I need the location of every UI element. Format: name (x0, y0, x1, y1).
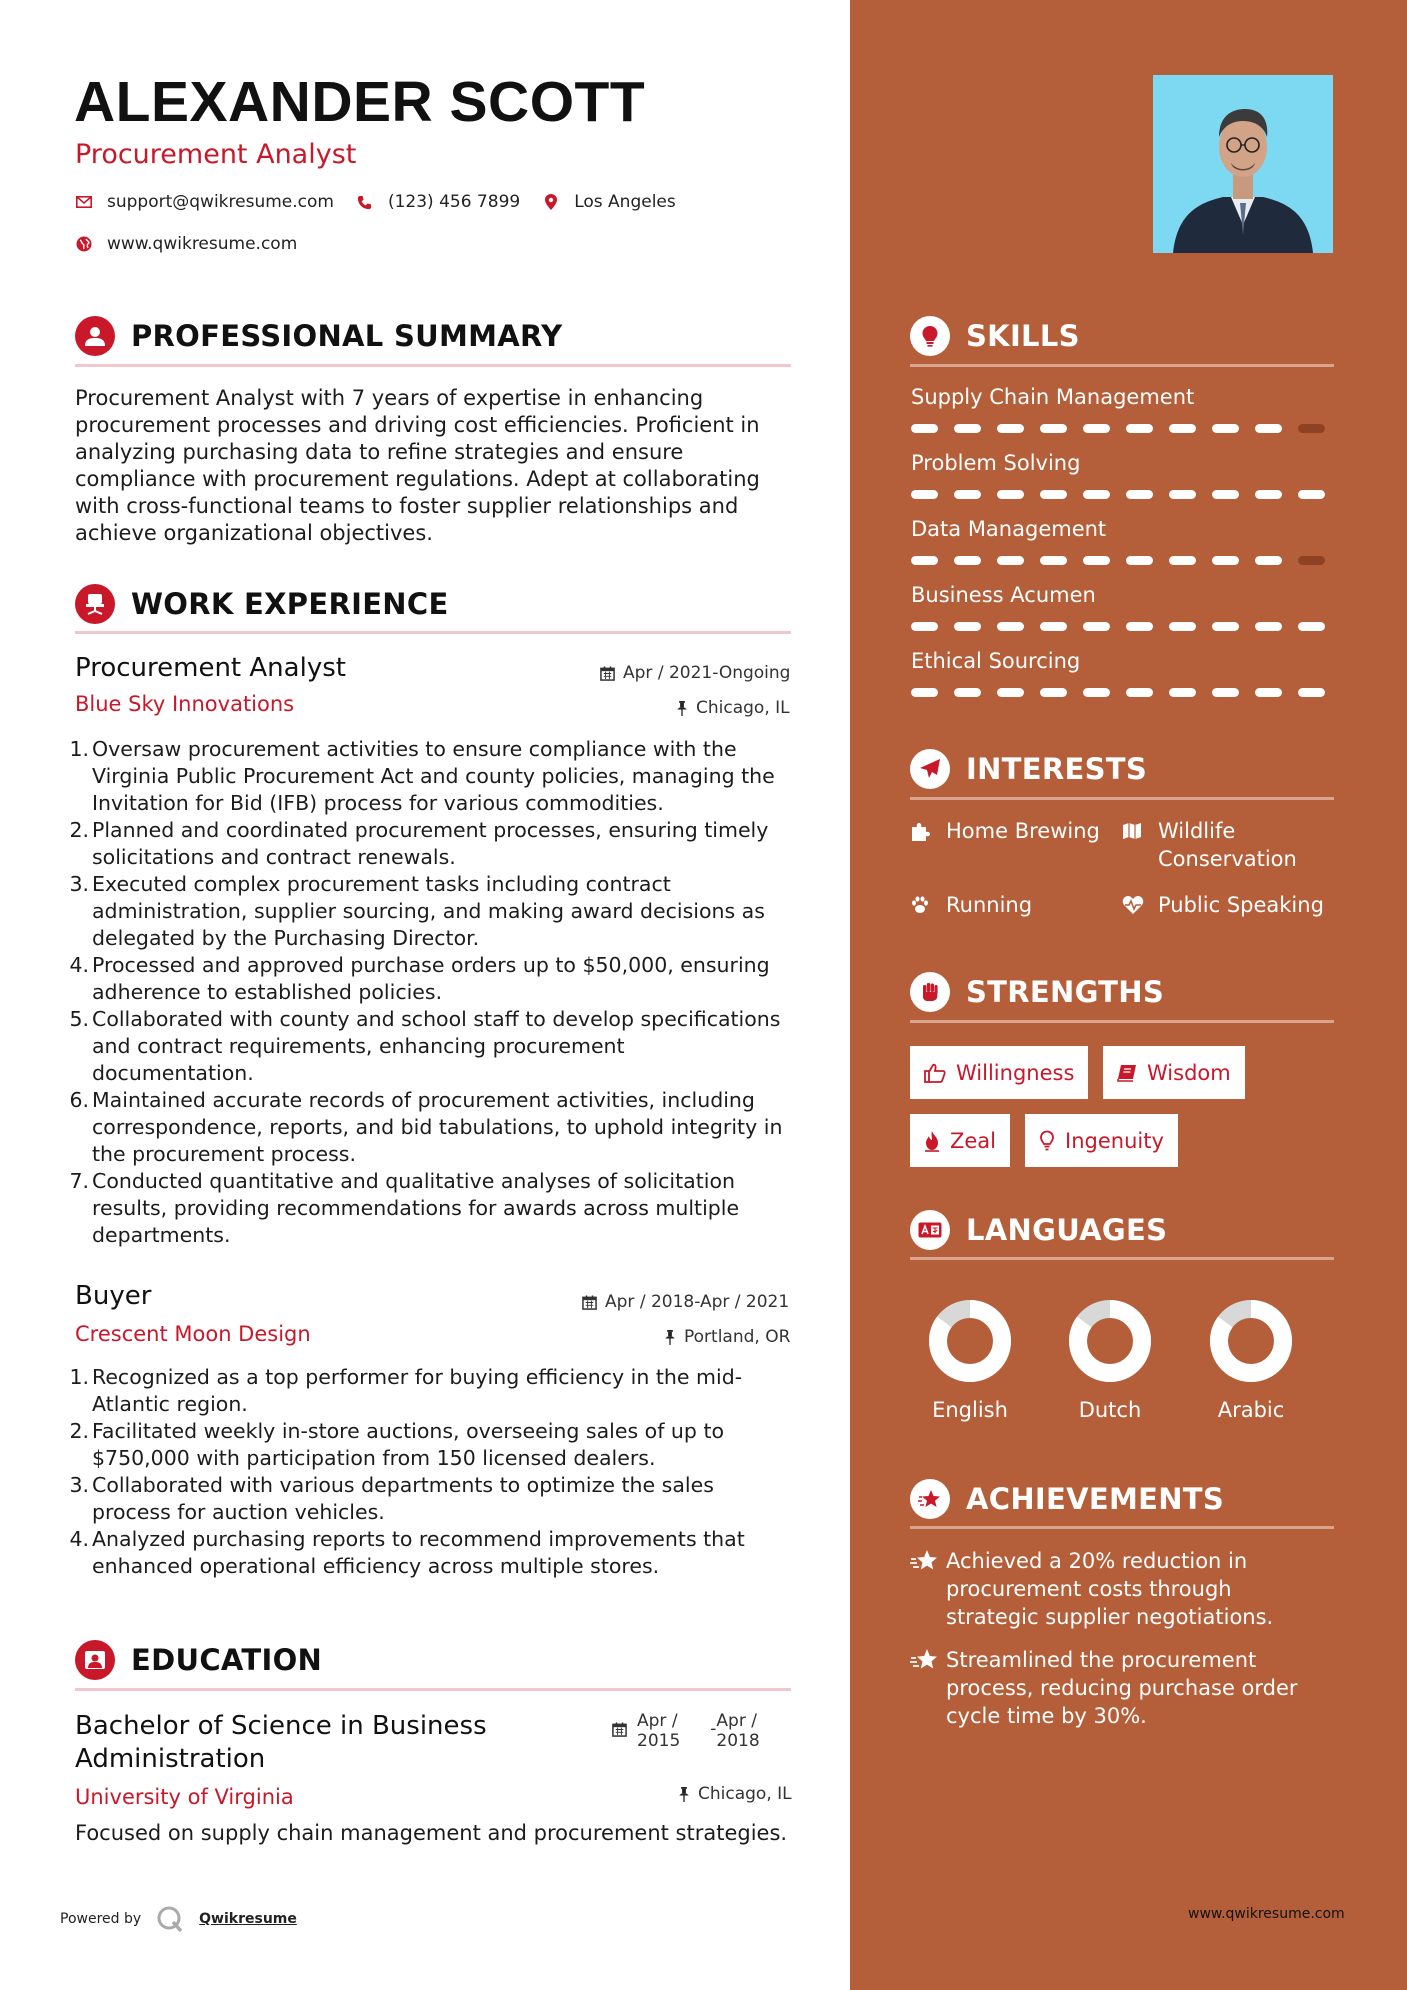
graduate-icon (75, 1640, 115, 1680)
star-icon (910, 1547, 946, 1631)
skill-segment (911, 622, 938, 631)
job-responsibilities (68, 736, 792, 1249)
skill-segment (1169, 556, 1196, 565)
contact-website[interactable]: www.qwikresume.com (107, 234, 298, 254)
skill-segment (1169, 622, 1196, 631)
skill-segment (997, 490, 1024, 499)
skill-segment (997, 622, 1024, 631)
heartbeat-icon (1122, 891, 1146, 919)
strengths-heading: STRENGTHS (910, 972, 1334, 1012)
calendar-icon (600, 666, 615, 681)
pin-icon (678, 1787, 690, 1802)
language-proficiency-ring (1206, 1296, 1296, 1386)
candidate-role: Procurement Analyst (75, 139, 357, 170)
skill-segment (1255, 490, 1282, 499)
skill-segment (1212, 424, 1239, 433)
skill-segment (1126, 622, 1153, 631)
job-location: Chicago, IL (676, 698, 790, 718)
job-location: Portland, OR (664, 1327, 790, 1347)
skill-segment (1212, 556, 1239, 565)
profile-photo (1153, 75, 1333, 253)
strengths-rule (910, 1020, 1334, 1023)
language-proficiency-ring (925, 1296, 1015, 1386)
skill-segment (997, 556, 1024, 565)
skill-segment (997, 688, 1024, 697)
skill-segment (1126, 556, 1153, 565)
pin-icon (676, 701, 688, 716)
fist-icon (910, 972, 950, 1012)
skill-segment (1126, 688, 1153, 697)
strength-badge: Zeal (910, 1114, 1010, 1167)
contact-email[interactable]: support@qwikresume.com (107, 192, 334, 212)
map-icon (1122, 817, 1146, 845)
skill-segment (1298, 424, 1325, 433)
skill-segment (911, 424, 938, 433)
education-rule (75, 1688, 791, 1691)
skill-level-bar (911, 622, 1341, 631)
paper-plane-icon (910, 749, 950, 789)
list-item: 1. Oversaw procurement activities to ensure compliance with the Virginia Public Procurement Act and county policies, managing the Invitation for Bid (IFB) process for various commodities. (69, 737, 775, 815)
skill-segment (1298, 490, 1325, 499)
skill-segment (954, 490, 981, 499)
skill-name: Business Acumen (911, 583, 1096, 607)
achievements-heading: ACHIEVEMENTS (910, 1479, 1334, 1519)
list-item: 4. Analyzed purchasing reports to recommend improvements that enhanced operational efficiency across multiple stores. (69, 1527, 745, 1578)
skill-level-bar (911, 490, 1341, 499)
skill-segment (997, 424, 1024, 433)
job-company: Blue Sky Innovations (75, 692, 295, 716)
interest-item: Running (910, 891, 1032, 919)
degree-title: Bachelor of Science in Business Administration (75, 1711, 487, 1774)
envelope-icon (75, 193, 93, 211)
skill-segment (1255, 688, 1282, 697)
skill-level-bar (911, 424, 1341, 433)
language-proficiency-ring (1065, 1296, 1155, 1386)
skill-segment (1212, 490, 1239, 499)
list-item: 5. Collaborated with county and school staff to develop specifications and contract requirements, enhancing procurement documentation. (69, 1007, 781, 1085)
interest-item: Wildlife Conservation (1122, 817, 1297, 873)
skill-name: Ethical Sourcing (911, 649, 1081, 673)
skill-segment (1126, 490, 1153, 499)
interest-item: Public Speaking (1122, 891, 1324, 919)
skill-level-bar (911, 556, 1341, 565)
job-company: Crescent Moon Design (75, 1322, 311, 1346)
puzzle-icon (910, 817, 934, 845)
skill-segment (1212, 622, 1239, 631)
skill-segment (954, 622, 981, 631)
calendar-icon (582, 1295, 597, 1310)
phone-icon (356, 193, 374, 211)
skill-segment (1040, 622, 1067, 631)
skill-segment (1255, 622, 1282, 631)
job-dates: Apr / 2021-Ongoing (600, 663, 790, 683)
list-item: 3. Collaborated with various departments to optimize the sales process for auction vehicles. (69, 1473, 714, 1524)
job-responsibilities (68, 1364, 792, 1580)
skill-segment (1126, 424, 1153, 433)
skill-segment (1083, 688, 1110, 697)
strength-badge: Wisdom (1103, 1046, 1245, 1099)
contact-location: Los Angeles (574, 192, 676, 212)
skill-segment (1083, 622, 1110, 631)
list-item: 3. Executed complex procurement tasks including contract administration, supplier sourcing, and making award decisions as delegated by the Purchasing Director. (69, 872, 765, 950)
skill-segment (1255, 556, 1282, 565)
job-title: Procurement Analyst (75, 653, 346, 683)
achievements-rule (910, 1526, 1334, 1529)
qwikresume-link[interactable]: Qwikresume (199, 1911, 297, 1927)
list-item: 1. Recognized as a top performer for buying efficiency in the mid- Atlantic region. (69, 1365, 743, 1416)
skill-segment (1040, 688, 1067, 697)
summary-heading: PROFESSIONAL SUMMARY (75, 316, 791, 356)
user-icon (75, 316, 115, 356)
education-heading: EDUCATION (75, 1640, 791, 1680)
translate-icon (910, 1210, 950, 1250)
education-description: Focused on supply chain management and procurement strategies. (75, 1821, 788, 1845)
summary-text: Procurement Analyst with 7 years of expertise in enhancing procurement processes and driving cost efficiencies. Proficient in analyzing purchasing data to refine strategies and ensure compliance with procurement regulations. Adept at collaborating with cross-functional teams to foster supplier relationships and achieve organizational objectives. (75, 386, 760, 545)
summary-rule (75, 364, 791, 367)
interest-item: Home Brewing (910, 817, 1100, 845)
skill-segment (1169, 490, 1196, 499)
skill-segment (1255, 424, 1282, 433)
skills-rule (910, 364, 1334, 367)
skills-heading: SKILLS (910, 316, 1334, 356)
qwikresume-logo-icon (155, 1904, 185, 1934)
interests-heading: INTERESTS (910, 749, 1334, 789)
skill-segment (954, 688, 981, 697)
fire-icon (924, 1130, 940, 1152)
experience-rule (75, 631, 791, 634)
powered-by: Powered by Qwikresume (60, 1904, 297, 1934)
footer-website[interactable]: www.qwikresume.com (1188, 1906, 1345, 1922)
skill-segment (1298, 688, 1325, 697)
paw-icon (910, 891, 934, 919)
book-icon (1117, 1064, 1137, 1082)
skill-name: Data Management (911, 517, 1107, 541)
education-dates: Apr / 2015 - Apr / 2018 (612, 1711, 760, 1751)
languages-rule (910, 1257, 1334, 1260)
lightbulb-icon (1039, 1130, 1055, 1152)
job-title: Buyer (75, 1281, 152, 1311)
skill-name: Problem Solving (911, 451, 1081, 475)
skill-level-bar (911, 688, 1341, 697)
list-item: 6. Maintained accurate records of procurement activities, including correspondence, reports, and bid tabulations, to uphold integrity in the procurement process. (69, 1088, 783, 1166)
skill-segment (911, 556, 938, 565)
globe-icon (75, 235, 93, 253)
skill-segment (1212, 688, 1239, 697)
skill-segment (1298, 622, 1325, 631)
skill-segment (911, 490, 938, 499)
skill-segment (1083, 490, 1110, 499)
language-label: Arabic (1217, 1398, 1285, 1422)
list-item: 2. Facilitated weekly in-store auctions, overseeing sales of up to $750,000 with participation from 150 licensed dealers. (69, 1419, 725, 1470)
languages-heading: LANGUAGES (910, 1210, 1334, 1250)
star-badge-icon (910, 1479, 950, 1519)
language-label: English (932, 1398, 1008, 1422)
skill-segment (911, 688, 938, 697)
pin-icon (664, 1330, 676, 1345)
skill-segment (1040, 424, 1067, 433)
skill-segment (1083, 556, 1110, 565)
skill-segment (1040, 556, 1067, 565)
skill-name: Supply Chain Management (911, 385, 1195, 409)
experience-heading: WORK EXPERIENCE (75, 584, 791, 624)
strength-badge: Willingness (910, 1046, 1088, 1099)
job-dates: Apr / 2018-Apr / 2021 (582, 1292, 789, 1312)
list-item: 2. Planned and coordinated procurement processes, ensuring timely solicitations and contract renewals. (69, 818, 769, 869)
contact-row-primary (75, 192, 698, 212)
strength-badge: Ingenuity (1025, 1114, 1178, 1167)
language-label: Dutch (1078, 1398, 1142, 1422)
skill-segment (1083, 424, 1110, 433)
interests-rule (910, 797, 1334, 800)
skill-segment (954, 424, 981, 433)
skill-segment (1298, 556, 1325, 565)
skill-segment (1040, 490, 1067, 499)
office-chair-icon (75, 584, 115, 624)
candidate-name: ALEXANDER SCOTT (74, 70, 646, 134)
skill-segment (954, 556, 981, 565)
thumbs-up-icon (924, 1063, 946, 1083)
lightbulb-icon (910, 316, 950, 356)
education-location: Chicago, IL (678, 1784, 792, 1804)
calendar-icon (612, 1722, 627, 1737)
skill-segment (1169, 424, 1196, 433)
list-item: 4. Processed and approved purchase orders up to $50,000, ensuring adherence to established policies. (69, 953, 770, 1004)
achievement-item: Streamlined the procurement process, reducing purchase order cycle time by 30%. (910, 1646, 1330, 1730)
achievement-item: Achieved a 20% reduction in procurement costs through strategic supplier negotiations. (910, 1547, 1330, 1631)
map-marker-icon (542, 193, 560, 211)
contact-phone[interactable]: (123) 456 7899 (387, 192, 521, 212)
list-item: 7. Conducted quantitative and qualitative analyses of solicitation results, providing recommendations for awards across multiple departments. (69, 1169, 740, 1247)
star-icon (910, 1646, 946, 1730)
school-name: University of Virginia (75, 1785, 294, 1809)
skill-segment (1169, 688, 1196, 697)
contact-row-secondary (75, 234, 319, 254)
